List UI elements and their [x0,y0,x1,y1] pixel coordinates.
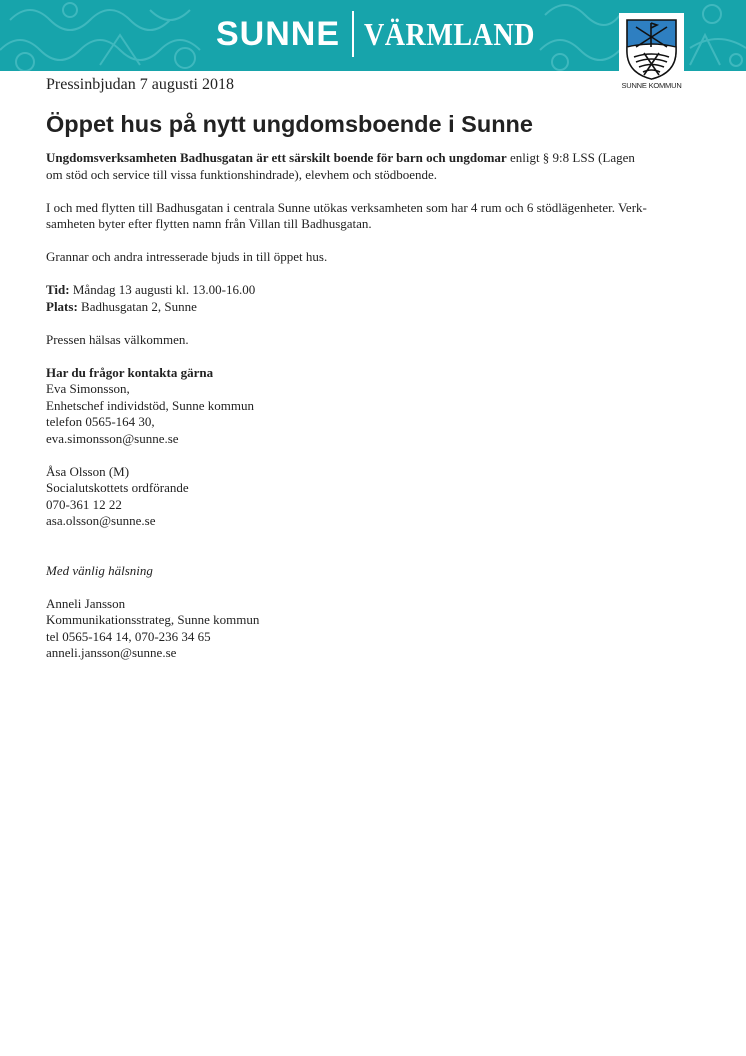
contact1-role: Enhetschef individstöd, Sunne kommun [46,397,254,413]
closing-line [46,563,696,580]
place-label: Plats: [46,298,78,314]
contact-block-2 [46,464,696,530]
brand-divider [352,11,354,57]
closing-text: Med vänlig hälsning [46,562,153,578]
sender-block [46,596,696,662]
sender-name: Anneli Jansson [46,595,126,611]
time-value: Måndag 13 augusti kl. 13.00-16.00 [69,282,256,297]
sender-email: anneli.jansson@sunne.se [46,645,177,660]
time-label: Tid: [46,282,70,297]
contact-heading: Har du frågor kontakta gärna [46,364,214,380]
sender-phone: tel 0565-164 14, 070-236 34 65 [46,628,211,644]
contact2-email: asa.olsson@sunne.se [46,513,156,528]
contact2-name: Åsa Olsson (M) [46,463,130,479]
contact2-phone: 070-361 12 22 [46,496,122,512]
coat-of-arms-icon [624,17,679,81]
page-title: Öppet hus på nytt ungdomsboende i Sunne [46,111,533,137]
contact2-role: Socialutskottets ordförande [46,480,189,495]
contact-block-1 [46,365,696,448]
sender-role: Kommunikationsstrateg, Sunne kommun [46,612,260,627]
contact1-name: Eva Simonsson, [46,381,130,396]
municipal-crest [619,13,684,95]
place-value: Badhusgatan 2, Sunne [77,298,197,314]
contact1-phone: telefon 0565-164 30, [46,414,155,429]
press-release-body [46,150,696,662]
crest-caption: SUNNE KOMMUN [621,81,682,90]
dateline: Pressinbjudan 7 augusti 2018 [46,76,234,93]
paragraph-move-line2: samheten byter efter flytten namn från Villan till Badhusgatan. [46,216,372,231]
intro-line2: om stöd och service till vissa funktionshindrade), elevhem och stödboende. [46,166,437,182]
brand-logo [216,8,558,60]
brand-sunne: SUNNE [216,14,341,53]
event-details [46,282,696,315]
paragraph-move-line1: I och med flytten till Badhusgatan i centrala Sunne utökas verksamheten som har 4 rum och 6 stödlägenheter. Verk- [46,199,647,215]
contact1-email: eva.simonsson@sunne.se [46,430,179,446]
brand-varmland: VÄRMLAND [364,15,535,52]
intro-paragraph [46,150,696,183]
paragraph-move [46,200,696,233]
paragraph-invitation: Grannar och andra intresserade bjuds in till öppet hus. [46,249,328,264]
intro-bold: Ungdomsverksamheten Badhusgatan är ett särskilt boende för barn och ungdomar [46,150,507,165]
intro-rest: enligt § 9:8 LSS (Lagen [506,150,635,165]
press-welcome: Pressen hälsas välkommen. [46,331,189,347]
